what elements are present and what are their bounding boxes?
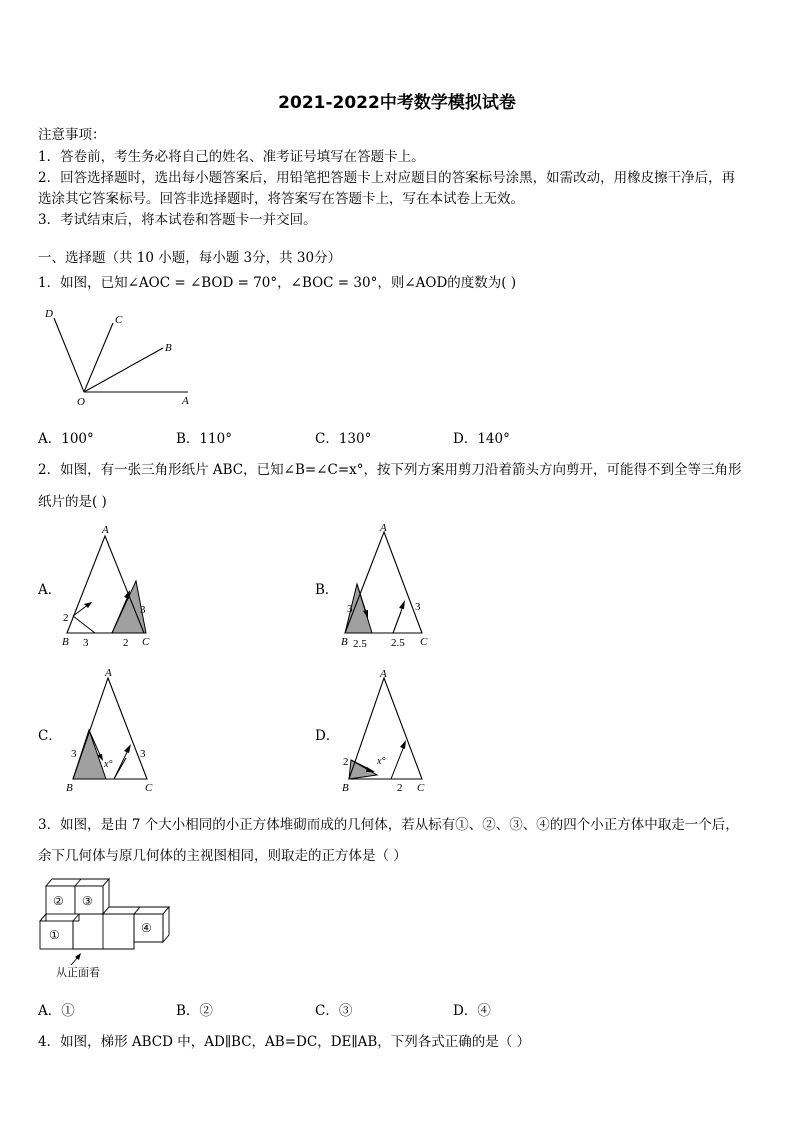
svg-text:2: 2	[123, 637, 129, 649]
svg-text:A: A	[380, 668, 387, 680]
q2-option-d[interactable]: D．	[315, 728, 340, 744]
ray-OB	[84, 348, 163, 392]
q1-option-a[interactable]: A．100°	[38, 431, 94, 447]
q3-cube-figure	[36, 872, 176, 982]
svg-text:2.5: 2.5	[391, 637, 405, 649]
section-heading: 一、选择题（共 10 小题，每小题 3分，共 30分）	[38, 250, 342, 266]
q2-figure-a	[60, 522, 160, 652]
notice-item-2-cont: 选涂其它答案标号。回答非选择题时，将答案写在答题卡上，写在本试卷上无效。	[38, 191, 524, 207]
svg-text:3: 3	[415, 601, 421, 613]
q2-figure-d	[337, 668, 437, 798]
notice-item-1: 1．答卷前，考生务必将自己的姓名、准考证号填写在答题卡上。	[38, 149, 425, 165]
label-A: A	[102, 524, 109, 536]
svg-text:3: 3	[83, 637, 89, 649]
label-A: A	[182, 395, 189, 407]
svg-text:3: 3	[140, 604, 146, 616]
svg-text:3: 3	[347, 603, 353, 615]
q2-option-b[interactable]: B．	[315, 582, 339, 598]
q2-figure-b	[337, 522, 437, 652]
svg-text:C: C	[145, 782, 153, 794]
notice-heading: 注意事项：	[38, 127, 106, 143]
q3-option-b[interactable]: B．②	[176, 1003, 213, 1019]
svg-text:B: B	[342, 782, 349, 794]
q2-stem-line2: 纸片的是( )	[38, 494, 107, 510]
label-C: C	[115, 314, 123, 326]
svg-text:C: C	[417, 782, 425, 794]
notice-item-3: 3．考试结束后，将本试卷和答题卡一并交回。	[38, 212, 317, 228]
q2-option-a[interactable]: A．	[38, 582, 62, 598]
q2-stem-line1: 2．如图，有一张三角形纸片 ABC，已知∠B=∠C=x°，按下列方案用剪刀沿着箭头方向剪开，可能得不到全等三角形	[38, 462, 742, 478]
label-B: B	[62, 636, 69, 648]
q3-option-a[interactable]: A．①	[38, 1003, 75, 1019]
ray-OD	[54, 318, 84, 392]
svg-text:A: A	[105, 667, 112, 679]
label-D: D	[45, 308, 53, 320]
page-title: 2021-2022中考数学模拟试卷	[278, 93, 516, 113]
q3-stem-line1: 3．如图，是由 7 个大小相同的小正方体堆砌而成的几何体，若从标有①、②、③、④的四个小正方体中取走一个后，	[38, 817, 739, 833]
svg-text:2.5: 2.5	[353, 638, 367, 650]
svg-text:3: 3	[140, 748, 146, 760]
svg-text:2: 2	[397, 782, 403, 794]
svg-text:B: B	[341, 636, 348, 648]
q4-stem: 4．如图，梯形 ABCD 中，AD∥BC，AB=DC，DE∥AB，下列各式正确的是（ ）	[38, 1034, 531, 1050]
q1-option-d[interactable]: D．140°	[453, 431, 510, 447]
q3-option-c[interactable]: C．③	[315, 1003, 353, 1019]
label-B: B	[165, 342, 172, 354]
svg-text:C: C	[420, 636, 428, 648]
cube-3-label: ③	[82, 894, 93, 908]
q2-option-c[interactable]: C．	[38, 728, 62, 744]
view-caption: 从正面看	[56, 966, 100, 979]
q2-figure-c	[60, 668, 170, 798]
svg-text:x°: x°	[377, 756, 386, 767]
q1-option-c[interactable]: C．130°	[315, 431, 372, 447]
svg-text:2: 2	[63, 612, 69, 624]
svg-text:B: B	[66, 782, 73, 794]
q1-stem: 1．如图，已知∠AOC = ∠BOD = 70°，∠BOC = 30°，则∠AOD的度数为( )	[38, 275, 517, 291]
svg-text:2: 2	[343, 756, 349, 768]
cube-2-label: ②	[53, 894, 64, 908]
label-O: O	[77, 396, 85, 408]
q1-option-b[interactable]: B．110°	[176, 431, 232, 447]
q3-option-d[interactable]: D．④	[453, 1003, 491, 1019]
q3-stem-line2: 余下几何体与原几何体的主视图相同，则取走的正方体是（ ）	[38, 848, 407, 864]
svg-text:3: 3	[71, 748, 77, 760]
notice-item-2: 2．回答选择题时，选出每小题答案后，用铅笔把答题卡上对应题目的答案标号涂黑，如需改动，用橡皮擦干净后，再	[38, 170, 736, 186]
cube-1-label: ①	[49, 928, 60, 942]
svg-text:x°: x°	[104, 759, 113, 770]
ray-OC	[84, 323, 113, 392]
label-C: C	[142, 636, 150, 648]
svg-text:A: A	[380, 522, 387, 534]
q1-angle-figure	[40, 305, 200, 408]
cube-4-label: ④	[141, 921, 152, 935]
